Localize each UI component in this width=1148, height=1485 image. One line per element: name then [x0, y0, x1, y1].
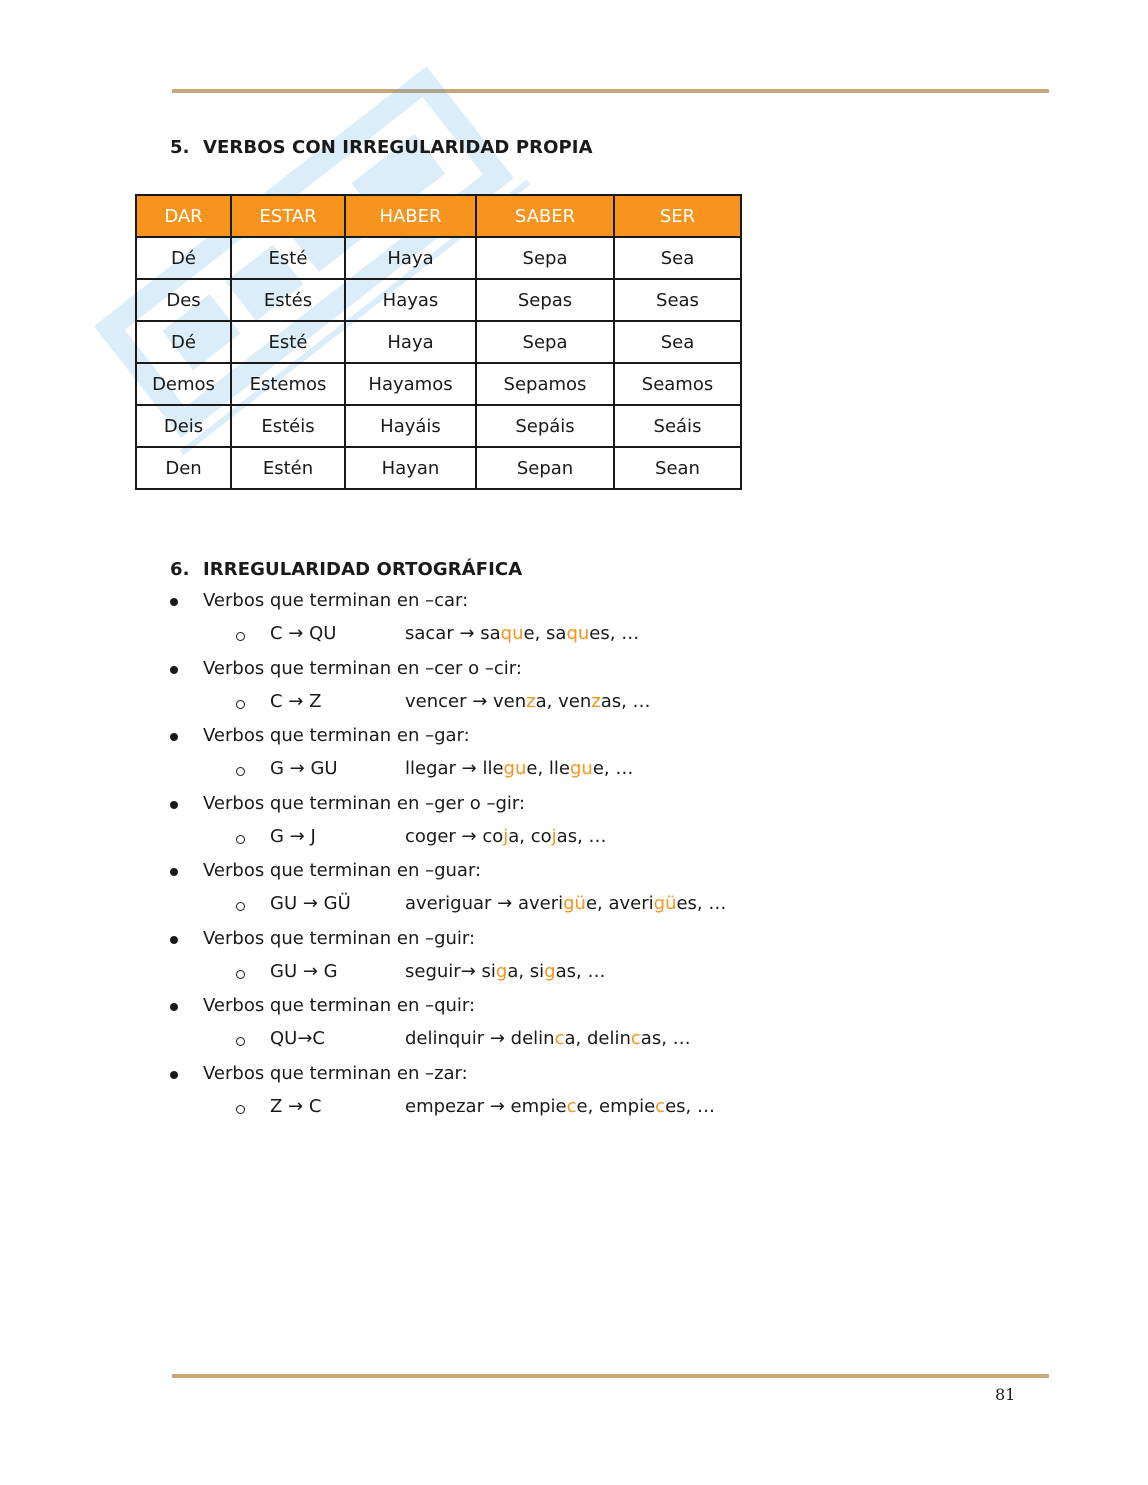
list-item: [0, 860, 1148, 928]
example-text: sacar → sa: [405, 623, 501, 644]
column-header: SABER: [476, 195, 614, 237]
table-cell: Estés: [231, 279, 345, 321]
table-cell: Dé: [136, 321, 231, 363]
rule-example: [405, 1028, 691, 1049]
irregular-verbs-table: [135, 194, 742, 490]
table-cell: Estéis: [231, 405, 345, 447]
table-row: [136, 279, 741, 321]
rule-example: [405, 1096, 715, 1117]
highlighted-letters: c: [554, 1028, 565, 1049]
section-5-number: 5.: [170, 137, 190, 158]
table-cell: Sepas: [476, 279, 614, 321]
highlighted-letters: z: [591, 690, 601, 712]
table-cell: Den: [136, 447, 231, 489]
bullet-icon: [170, 868, 178, 876]
highlighted-letters: gü: [653, 893, 677, 914]
rule-example: [405, 893, 726, 914]
list-item: [0, 590, 1148, 658]
rule-example: [405, 826, 607, 847]
list-item: [0, 995, 1148, 1063]
example-text: as, …: [600, 690, 651, 712]
highlighted-letters: j: [551, 825, 557, 847]
highlighted-letters: j: [503, 825, 509, 847]
bullet-icon: [170, 801, 178, 809]
table-cell: Sea: [614, 321, 741, 363]
rule-label: Verbos que terminan en –cer o –cir:: [203, 657, 522, 679]
highlighted-letters: z: [526, 690, 536, 712]
section-6-title: IRREGULARIDAD ORTOGRÁFICA: [203, 559, 523, 580]
rule-change: G → J: [270, 825, 316, 847]
bullet-icon: [170, 1071, 178, 1079]
bullet-icon: [170, 598, 178, 606]
table-cell: Haya: [345, 321, 476, 363]
table-cell: Seáis: [614, 405, 741, 447]
sub-bullet-icon: [236, 902, 245, 911]
table-cell: Sepa: [476, 321, 614, 363]
table-cell: Des: [136, 279, 231, 321]
highlighted-letters: c: [630, 1028, 641, 1049]
table-row: [136, 363, 741, 405]
column-header: HABER: [345, 195, 476, 237]
table-cell: Sepamos: [476, 363, 614, 405]
sub-bullet-icon: [236, 1037, 245, 1046]
table-cell: Sepan: [476, 447, 614, 489]
sub-bullet-icon: [236, 835, 245, 844]
table-cell: Esté: [231, 237, 345, 279]
rule-label: Verbos que terminan en –ger o –gir:: [203, 792, 526, 814]
table-cell: Hayas: [345, 279, 476, 321]
rule-example: [405, 691, 651, 712]
table-row: [136, 447, 741, 489]
highlighted-letters: c: [566, 1095, 577, 1117]
rule-change: GU → G: [270, 960, 338, 982]
list-item: [0, 793, 1148, 861]
example-text: llegar → lle: [405, 758, 504, 779]
sub-bullet-icon: [236, 767, 245, 776]
section-5-title: VERBOS CON IRREGULARIDAD PROPIA: [203, 137, 593, 158]
rule-label: Verbos que terminan en –guar:: [203, 860, 482, 881]
column-header: ESTAR: [231, 195, 345, 237]
list-item: [0, 725, 1148, 793]
table-cell: Dé: [136, 237, 231, 279]
list-item: [0, 928, 1148, 996]
highlighted-letters: g: [544, 960, 556, 982]
rule-change: C → QU: [270, 623, 337, 644]
highlighted-letters: qu: [566, 623, 590, 644]
example-text: averiguar → averi: [405, 893, 564, 914]
example-text: a, si: [507, 960, 545, 982]
sub-bullet-icon: [236, 700, 245, 709]
rule-label: Verbos que terminan en –guir:: [203, 927, 476, 949]
example-text: seguir→ si: [405, 960, 496, 982]
example-text: as, …: [556, 825, 607, 847]
highlighted-letters: gü: [563, 893, 586, 914]
example-text: e, sa: [523, 623, 567, 644]
example-text: es, …: [589, 623, 640, 644]
example-text: delinquir → delin: [405, 1028, 555, 1049]
table-cell: Hayamos: [345, 363, 476, 405]
highlighted-letters: gu: [503, 758, 527, 779]
example-text: e, lle: [526, 758, 570, 779]
example-text: e, …: [592, 758, 634, 779]
table-cell: Haya: [345, 237, 476, 279]
rule-change: G → GU: [270, 758, 338, 779]
rule-label: Verbos que terminan en –gar:: [203, 725, 470, 746]
sub-bullet-icon: [236, 632, 245, 641]
example-text: as, …: [555, 960, 606, 982]
table-cell: Hayan: [345, 447, 476, 489]
highlighted-letters: gu: [569, 758, 593, 779]
example-text: e, empie: [576, 1095, 656, 1117]
rule-example: [405, 961, 605, 982]
example-text: coger → co: [405, 825, 504, 847]
table-cell: Deis: [136, 405, 231, 447]
example-text: a, co: [508, 825, 552, 847]
example-text: a, delin: [564, 1028, 631, 1049]
rule-change: QU→C: [270, 1028, 325, 1049]
sub-bullet-icon: [236, 970, 245, 979]
rule-change: GU → GÜ: [270, 893, 351, 914]
rule-example: [405, 623, 639, 644]
sub-bullet-icon: [236, 1105, 245, 1114]
example-text: e, averi: [585, 893, 654, 914]
table-row: [136, 405, 741, 447]
header-rule: [172, 89, 1049, 93]
column-header: DAR: [136, 195, 231, 237]
example-text: vencer → ven: [405, 690, 527, 712]
rule-example: [405, 758, 633, 779]
table-cell: Seamos: [614, 363, 741, 405]
example-text: as, …: [640, 1028, 691, 1049]
spelling-rules-list: [0, 590, 1148, 1130]
table-cell: Sepa: [476, 237, 614, 279]
highlighted-letters: qu: [500, 623, 524, 644]
table-header-row: [136, 195, 741, 237]
bullet-icon: [170, 936, 178, 944]
example-text: empezar → empie: [405, 1095, 567, 1117]
table-cell: Sea: [614, 237, 741, 279]
example-text: a, ven: [535, 690, 592, 712]
table-cell: Esté: [231, 321, 345, 363]
rule-change: C → Z: [270, 690, 322, 712]
table-cell: Sean: [614, 447, 741, 489]
highlighted-letters: g: [495, 960, 508, 982]
list-item: [0, 658, 1148, 726]
table-cell: Demos: [136, 363, 231, 405]
bullet-icon: [170, 733, 178, 741]
table-cell: Sepáis: [476, 405, 614, 447]
rule-label: Verbos que terminan en –zar:: [203, 1062, 468, 1084]
list-item: [0, 1063, 1148, 1131]
table-cell: Seas: [614, 279, 741, 321]
table-row: [136, 321, 741, 363]
section-6-heading: [170, 559, 522, 580]
table-cell: Hayáis: [345, 405, 476, 447]
section-5-heading: [170, 137, 593, 158]
example-text: es, …: [676, 893, 727, 914]
rule-change: Z → C: [270, 1095, 322, 1117]
example-text: es, …: [665, 1095, 715, 1117]
column-header: SER: [614, 195, 741, 237]
table-row: [136, 237, 741, 279]
footer-rule: [172, 1374, 1049, 1378]
bullet-icon: [170, 666, 178, 674]
table-cell: Estemos: [231, 363, 345, 405]
rule-label: Verbos que terminan en –car:: [203, 590, 469, 611]
bullet-icon: [170, 1003, 178, 1011]
section-6-number: 6.: [170, 559, 190, 580]
rule-label: Verbos que terminan en –quir:: [203, 995, 476, 1016]
highlighted-letters: c: [655, 1095, 666, 1117]
page-number: 81: [995, 1385, 1016, 1404]
table-cell: Estén: [231, 447, 345, 489]
